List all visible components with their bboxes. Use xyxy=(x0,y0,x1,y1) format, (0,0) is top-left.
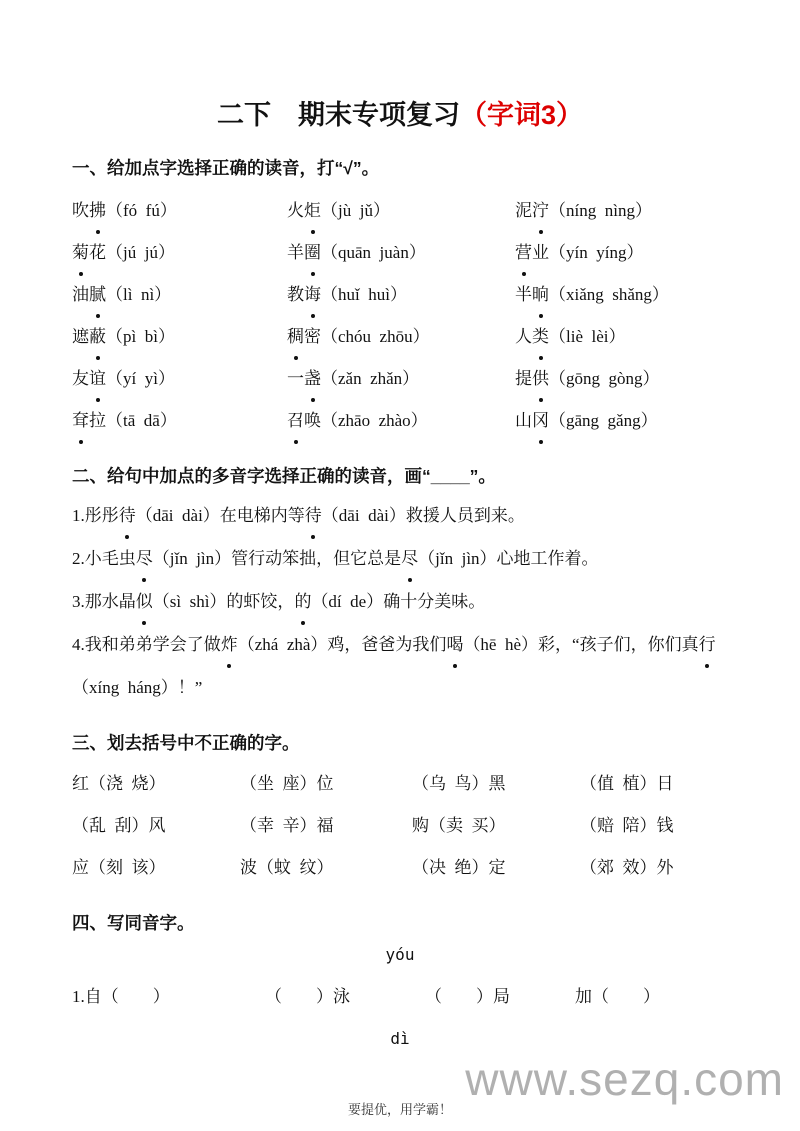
word-pinyin-item: 友谊（yí yì） xyxy=(72,358,287,400)
dotted-character: 晌 xyxy=(532,274,549,316)
wrong-char-item: （值 植）日 xyxy=(580,774,674,793)
wrong-char-item: （郊 效）外 xyxy=(580,858,674,877)
dotted-character: 稠 xyxy=(287,316,304,358)
section-two-heading: 二、给句中加点的多音字选择正确的读音，画“____”。 xyxy=(72,466,496,486)
multi-tone-sentence: 4.我和弟弟学会了做炸（zhá zhà）鸡，爸爸为我们喝（hē hè）彩，“孩子们，你们真行（xíng háng）！” xyxy=(72,623,728,709)
wrong-char-item: （赔 陪）钱 xyxy=(580,816,674,835)
wrong-char-item: （乱 刮）风 xyxy=(72,816,166,835)
dotted-character: 炸 xyxy=(221,623,238,666)
dotted-character: 菊 xyxy=(72,232,89,274)
wrong-char-item: （决 绝）定 xyxy=(412,858,506,877)
section-three-items xyxy=(72,763,728,889)
page-title xyxy=(72,98,728,132)
site-watermark: www.sezq.com xyxy=(465,1053,784,1105)
word-pinyin-item: 耷拉（tā dā） xyxy=(72,400,287,442)
multi-tone-sentence: 2.小毛虫尽（jǐn jìn）管行动笨拙，但它总是尽（jǐn jìn）心地工作着。 xyxy=(72,537,728,580)
dotted-character: 圈 xyxy=(304,232,321,274)
wrong-char-item: 应（刻 该） xyxy=(72,858,166,877)
dotted-character: 炬 xyxy=(304,190,321,232)
dotted-character: 冈 xyxy=(532,400,549,442)
dotted-character: 营 xyxy=(515,232,532,274)
word-pinyin-item: 山冈（gāng gǎng） xyxy=(515,400,728,442)
dotted-character: 类 xyxy=(532,316,549,358)
word-pinyin-item: 半晌（xiǎng shǎng） xyxy=(515,274,728,316)
word-pinyin-item: 稠密（chóu zhōu） xyxy=(287,316,515,358)
wrong-char-item: 波（蚊 纹） xyxy=(240,858,334,877)
section-one-heading: 一、给加点字选择正确的读音，打“√”。 xyxy=(72,158,380,178)
dotted-character: 腻 xyxy=(89,274,106,316)
dotted-character: 耷 xyxy=(72,400,89,442)
title-highlight: （字词3） xyxy=(459,100,584,130)
word-pinyin-item: 吹拂（fó fú） xyxy=(72,190,287,232)
dotted-character: 召 xyxy=(287,400,304,442)
dotted-character: 拂 xyxy=(89,190,106,232)
dotted-character: 尽 xyxy=(136,537,153,580)
wrong-char-item: 购（卖 买） xyxy=(412,816,506,835)
dotted-character: 行 xyxy=(699,623,716,666)
section-four-row xyxy=(72,975,728,1019)
word-pinyin-item: 油腻（lì nì） xyxy=(72,274,287,316)
homophone-blank-item: 1.自（ ） xyxy=(72,987,170,1006)
section-two-sentences xyxy=(72,494,728,709)
dotted-character: 供 xyxy=(532,358,549,400)
section-four-heading: 四、写同音字。 xyxy=(72,913,195,933)
dotted-character: 泞 xyxy=(532,190,549,232)
dotted-character: 谊 xyxy=(89,358,106,400)
word-pinyin-item: 召唤（zhāo zhào） xyxy=(287,400,515,442)
dotted-character: 喝 xyxy=(446,623,463,666)
homophone-blank-item: 加（ ） xyxy=(575,987,660,1006)
homophone-pinyin-bottom: dì xyxy=(390,1029,410,1048)
dotted-character: 尽 xyxy=(401,537,418,580)
word-pinyin-item: 提供（gōng gòng） xyxy=(515,358,728,400)
multi-tone-sentence: 1.彤彤待（dāi dài）在电梯内等待（dāi dài）救援人员到来。 xyxy=(72,494,728,537)
word-pinyin-item: 羊圈（quān juàn） xyxy=(287,232,515,274)
wrong-char-item: （幸 辛）福 xyxy=(240,816,334,835)
homophone-blank-item: （ ）局 xyxy=(425,987,510,1006)
multi-tone-sentence: 3.那水晶似（sì shì）的虾饺，的（dí de）确十分美味。 xyxy=(72,580,728,623)
dotted-character: 的 xyxy=(294,580,311,623)
word-pinyin-item: 教诲（huǐ huì） xyxy=(287,274,515,316)
word-pinyin-item: 遮蔽（pì bì） xyxy=(72,316,287,358)
footer-slogan: 要提优，用学霸！ xyxy=(347,1102,452,1117)
word-pinyin-item: 菊花（jú jú） xyxy=(72,232,287,274)
word-pinyin-item: 泥泞（níng nìng） xyxy=(515,190,728,232)
word-pinyin-item: 营业（yín yíng） xyxy=(515,232,728,274)
section-one-items xyxy=(72,190,728,442)
wrong-char-item: （乌 鸟）黑 xyxy=(412,774,506,793)
dotted-character: 诲 xyxy=(304,274,321,316)
wrong-char-item: （坐 座）位 xyxy=(240,774,334,793)
dotted-character: 盏 xyxy=(304,358,321,400)
homophone-blank-item: （ ）泳 xyxy=(265,987,350,1006)
word-pinyin-item: 人类（liè lèi） xyxy=(515,316,728,358)
word-pinyin-item: 火炬（jù jǔ） xyxy=(287,190,515,232)
dotted-character: 似 xyxy=(136,580,153,623)
title-text: 二下 期末专项复习 xyxy=(216,100,460,130)
dotted-character: 待 xyxy=(305,494,322,537)
section-three-heading: 三、划去括号中不正确的字。 xyxy=(72,733,300,753)
dotted-character: 待 xyxy=(119,494,136,537)
homophone-pinyin-top: yóu xyxy=(385,945,415,964)
wrong-char-item: 红（浇 烧） xyxy=(72,774,166,793)
dotted-character: 蔽 xyxy=(89,316,106,358)
word-pinyin-item: 一盏（zǎn zhǎn） xyxy=(287,358,515,400)
